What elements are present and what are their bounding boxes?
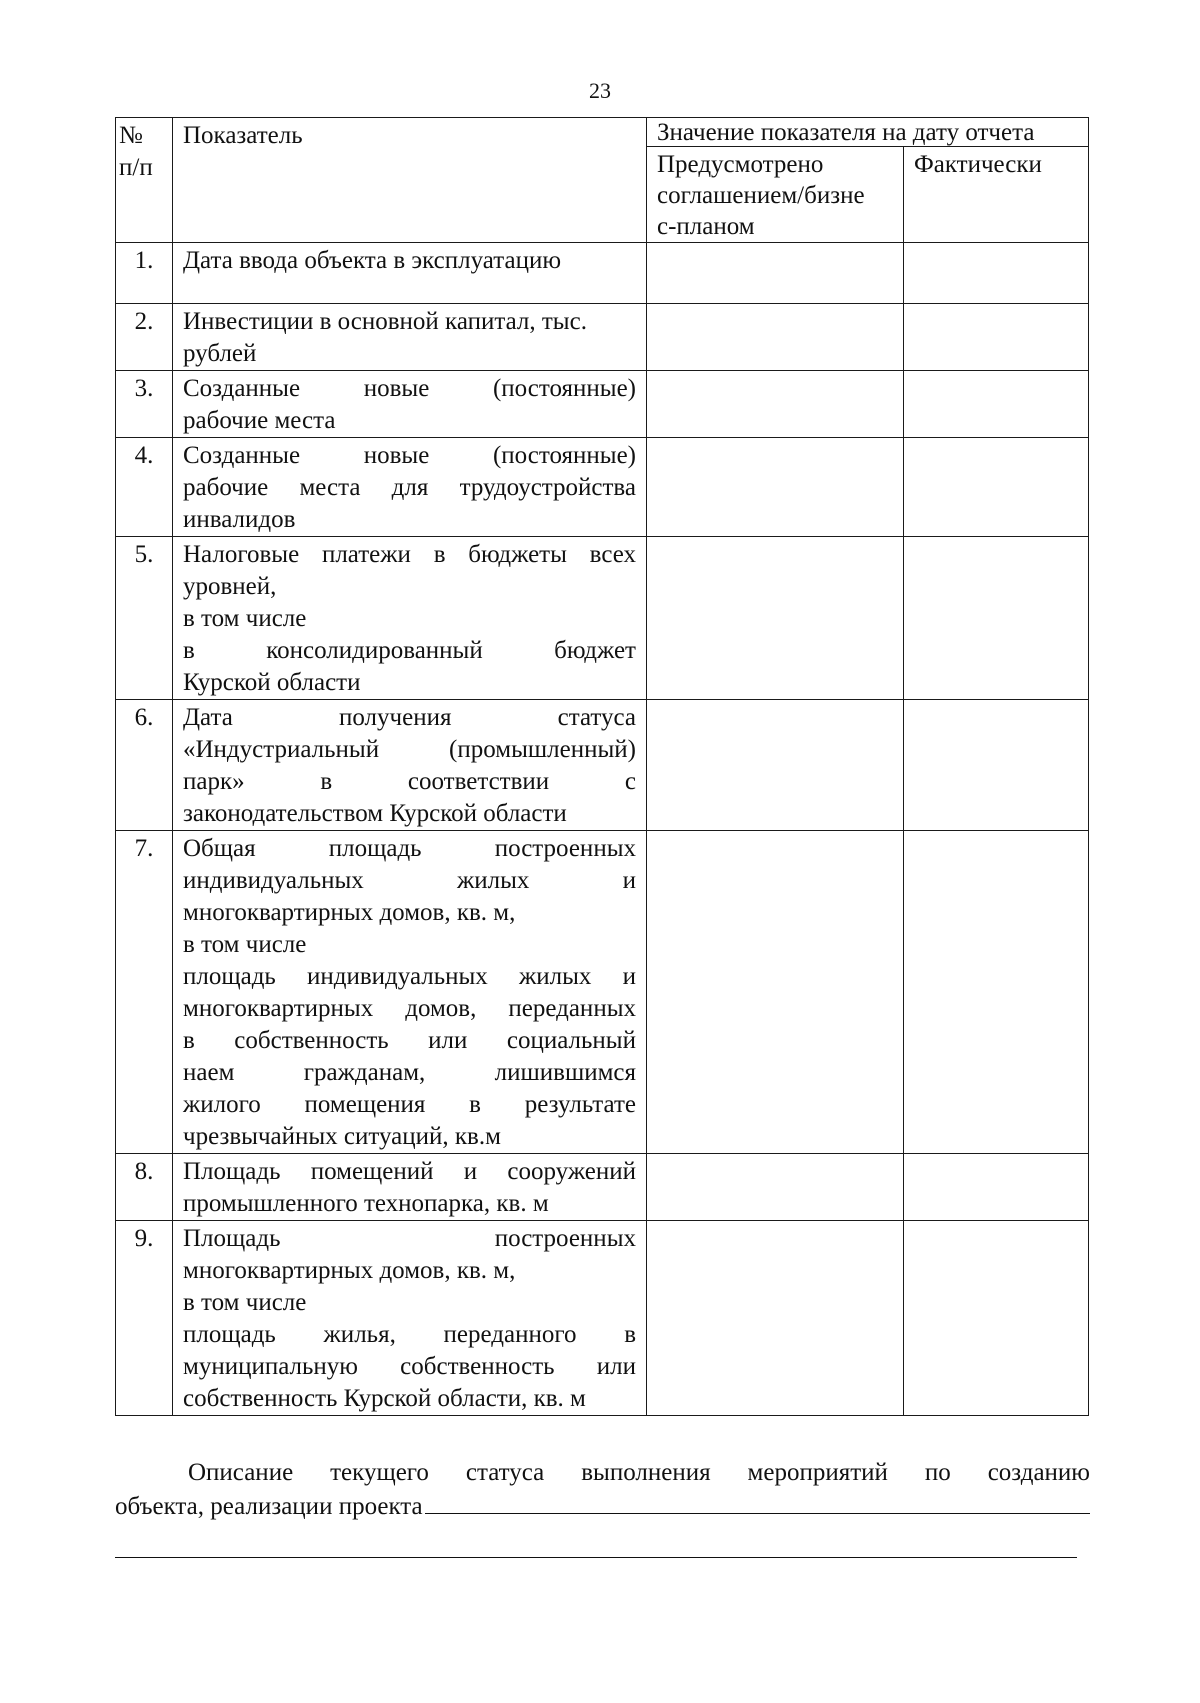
header-number-line: № [119, 122, 143, 149]
page-number: 23 [589, 78, 611, 103]
indicator-line: парк» в соответствии с [183, 768, 636, 795]
planned-value-cell[interactable] [647, 438, 904, 537]
description-label: объекта, реализации проекта [115, 1493, 423, 1520]
indicator-line: многоквартирных домов, переданных [183, 995, 636, 1022]
description-fill-line[interactable] [425, 1489, 1090, 1514]
planned-value-cell[interactable] [647, 243, 904, 304]
row-number: 8. [116, 1154, 173, 1221]
header-indicator: Показатель [173, 118, 647, 243]
indicator-line: Созданные новые (постоянные) [183, 375, 636, 402]
indicator-line: «Индустриальный (промышленный) [183, 736, 636, 763]
indicator-line: в собственность или социальный [183, 1027, 636, 1054]
header-number-line: п/п [119, 154, 153, 181]
table-row [116, 1221, 1089, 1416]
indicator-line: законодательством Курской области [183, 800, 567, 827]
planned-value-cell[interactable] [647, 371, 904, 438]
header-planned [647, 147, 904, 243]
indicator-line: Площадь построенных [183, 1225, 636, 1252]
indicator-line: в том числе [183, 931, 307, 958]
indicator-line: рублей [183, 340, 257, 367]
planned-value-cell[interactable] [647, 700, 904, 831]
table-row [116, 537, 1089, 700]
indicator-line: Общая площадь построенных [183, 835, 636, 862]
indicator-line: площадь индивидуальных жилых и [183, 963, 636, 990]
table-row [116, 243, 1089, 304]
indicator-line: площадь жилья, переданного в [183, 1321, 636, 1348]
indicator-line: жилого помещения в результате [183, 1091, 636, 1118]
table-row [116, 304, 1089, 371]
indicator-line: Созданные новые (постоянные) [183, 442, 636, 469]
row-indicator [173, 304, 647, 371]
table-row [116, 1154, 1089, 1221]
actual-value-cell[interactable] [904, 371, 1089, 438]
row-indicator [173, 537, 647, 700]
indicator-line: Дата получения статуса [183, 704, 636, 731]
row-indicator [173, 1221, 647, 1416]
actual-value-cell[interactable] [904, 438, 1089, 537]
indicator-line: в консолидированный бюджет [183, 637, 636, 664]
row-indicator [173, 243, 647, 304]
indicator-line: наем гражданам, лишившимся [183, 1059, 636, 1086]
actual-value-cell[interactable] [904, 304, 1089, 371]
row-number: 9. [116, 1221, 173, 1416]
table-row [116, 438, 1089, 537]
header-planned-line: Предусмотрено [657, 151, 824, 178]
row-number: 7. [116, 831, 173, 1154]
row-indicator [173, 438, 647, 537]
row-number: 5. [116, 537, 173, 700]
actual-value-cell[interactable] [904, 243, 1089, 304]
indicator-line: инвалидов [183, 506, 296, 533]
indicator-line: многоквартирных домов, кв. м, [183, 899, 516, 926]
row-indicator [173, 831, 647, 1154]
indicator-line: в том числе [183, 1289, 307, 1316]
table-row [116, 700, 1089, 831]
row-number: 2. [116, 304, 173, 371]
indicator-line: Дата ввода объекта в эксплуатацию [183, 247, 562, 274]
planned-value-cell[interactable] [647, 831, 904, 1154]
planned-value-cell[interactable] [647, 304, 904, 371]
actual-value-cell[interactable] [904, 1221, 1089, 1416]
row-number: 1. [116, 243, 173, 304]
table-row [116, 371, 1089, 438]
indicator-line: Площадь помещений и сооружений [183, 1158, 636, 1185]
description-extra-line[interactable] [115, 1557, 1077, 1558]
actual-value-cell[interactable] [904, 537, 1089, 700]
indicator-line: промышленного технопарка, кв. м [183, 1190, 549, 1217]
indicator-line: Налоговые платежи в бюджеты всех [183, 541, 636, 568]
indicator-line: уровней, [183, 573, 277, 600]
indicator-line: индивидуальных жилых и [183, 867, 636, 894]
header-actual: Фактически [904, 147, 1089, 243]
indicator-line: рабочие места [183, 407, 336, 434]
indicator-line: муниципальную собственность или [183, 1353, 636, 1380]
indicator-line: рабочие места для трудоустройства [183, 474, 636, 501]
actual-value-cell[interactable] [904, 700, 1089, 831]
indicator-line: многоквартирных домов, кв. м, [183, 1257, 516, 1284]
header-value-group: Значение показателя на дату отчета [647, 118, 1089, 147]
row-indicator [173, 1154, 647, 1221]
description-line-1: Описание текущего статуса выполнения мероприятий по созданию [188, 1459, 1090, 1486]
row-number: 6. [116, 700, 173, 831]
header-planned-line: соглашением/бизне [657, 182, 865, 209]
row-indicator [173, 371, 647, 438]
planned-value-cell[interactable] [647, 1221, 904, 1416]
planned-value-cell[interactable] [647, 537, 904, 700]
row-number: 3. [116, 371, 173, 438]
status-description [115, 1457, 1090, 1523]
indicator-line: чрезвычайных ситуаций, кв.м [183, 1123, 501, 1150]
indicator-line: собственность Курской области, кв. м [183, 1385, 586, 1412]
indicator-line: в том числе [183, 605, 307, 632]
indicator-line: Инвестиции в основной капитал, тыс. [183, 308, 587, 335]
table-row [116, 831, 1089, 1154]
actual-value-cell[interactable] [904, 831, 1089, 1154]
header-number [116, 118, 173, 243]
indicator-line: Курской области [183, 669, 361, 696]
actual-value-cell[interactable] [904, 1154, 1089, 1221]
header-planned-line: с-планом [657, 213, 755, 240]
planned-value-cell[interactable] [647, 1154, 904, 1221]
indicator-table [115, 117, 1089, 1416]
description-line-2 [115, 1489, 1090, 1523]
row-number: 4. [116, 438, 173, 537]
row-indicator [173, 700, 647, 831]
